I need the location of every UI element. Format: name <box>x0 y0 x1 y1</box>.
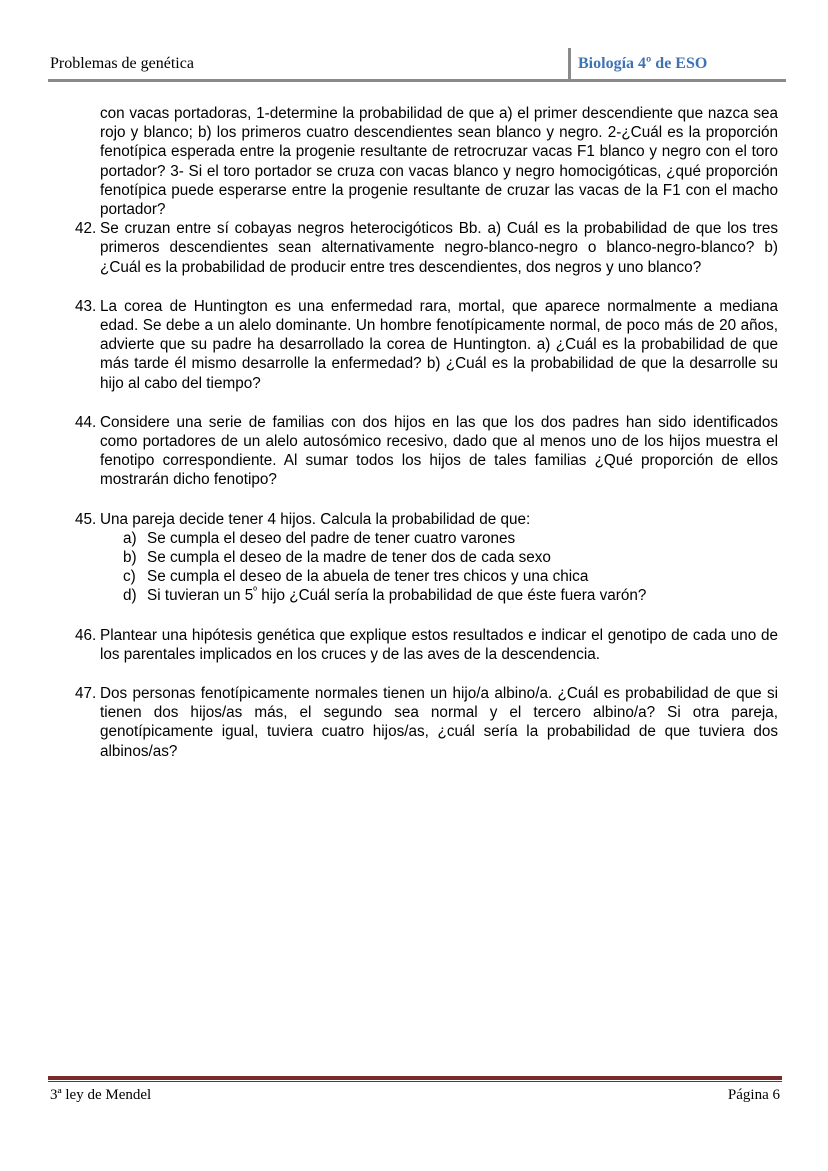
problem-text: Una pareja decide tener 4 hijos. Calcula la probabilidad de que: <box>100 510 531 528</box>
subitem-a <box>123 529 778 548</box>
subitem-b <box>123 548 778 567</box>
page-header <box>48 46 788 82</box>
subitem-letter: d) <box>123 587 137 605</box>
problem-text: Se cruzan entre sí cobayas negros heterocigóticos Bb. a) Cuál es la probabilidad de que los tres primeros descendientes sean alternativamente negro-blanco-negro o blanco-negro-blanco? b) ¿Cuál es la probabilidad de producir entre tres descendientes, dos negros y uno blanco? <box>100 220 778 276</box>
problem-42 <box>75 219 778 277</box>
problem-text: La corea de Huntington es una enfermedad rara, mortal, que aparece normalmente a mediana edad. Se debe a un alelo dominante. Un hombre fenotípicamente normal, de poco más de 20 años, advierte que su padre ha desarrollado la corea de Huntington. a) ¿Cuál es la probabilidad de que más tarde él mismo desarrolle la enfermedad? b) ¿Cuál es la probabilidad de que la desarrolle su hijo al cabo del tiempo? <box>100 297 778 392</box>
problem-45 <box>75 510 778 529</box>
header-divider <box>568 48 571 80</box>
page-number: Página 6 <box>727 1087 780 1103</box>
problem-43 <box>75 297 778 393</box>
subitem-text: Se cumpla el deseo del padre de tener cuatro varones <box>147 529 516 547</box>
ordinal-superscript: º <box>253 586 257 598</box>
subitem-text: Se cumpla el deseo de la madre de tener dos de cada sexo <box>147 549 551 567</box>
header-rule <box>48 79 786 82</box>
problem-number: 43. <box>75 297 97 315</box>
problem-number: 45. <box>75 510 97 528</box>
problem-47 <box>75 684 778 761</box>
problem-number: 47. <box>75 685 97 703</box>
problem-number: 44. <box>75 413 97 431</box>
page-content <box>75 104 778 761</box>
header-course: Biología 4º de ESO <box>578 55 708 72</box>
footer-topic: 3ª ley de Mendel <box>50 1087 152 1103</box>
subitem-letter: c) <box>123 568 136 586</box>
subitem-text: Se cumpla el deseo de la abuela de tener tres chicos y una chica <box>147 568 589 586</box>
problem-text: Dos personas fenotípicamente normales tienen un hijo/a albino/a. ¿Cuál es probabilidad de que si tienen dos hijos/as más, el segundo sea normal y el tercero albino/a? Si otra pareja, genotípicamente igual, tuviera cuatro hijos/as, ¿cuál sería la probabilidad de que tuviera dos albinos/as? <box>100 685 778 760</box>
problem-45-subitems <box>75 529 778 606</box>
header-subject: Problemas de genética <box>50 55 194 72</box>
page-footer <box>48 1076 788 1116</box>
subitem-letter: a) <box>123 529 137 547</box>
problem-46 <box>75 626 778 664</box>
footer-rule-thin <box>48 1081 782 1082</box>
problem-text: Plantear una hipótesis genética que explique estos resultados e indicar el genotipo de cada uno de los parentales implicados en los cruces y de las aves de la descendencia. <box>100 626 778 663</box>
problem-number: 42. <box>75 220 97 238</box>
subitem-c <box>123 567 778 586</box>
subitem-letter: b) <box>123 549 137 567</box>
continuation-paragraph: con vacas portadoras, 1-determine la probabilidad de que a) el primer descendiente que nazca sea rojo y blanco; b) los primeros cuatro descendientes sean blanco y negro. 2-¿Cuál es la proporción fenotípica esperada entre la progenie resultante de retrocruzar vacas F1 blanco y negro con el toro portador? 3- Si el toro portador se cruza con vacas blanco y negro homocigóticas, ¿qué proporción fenotípica puede esperarse entre la progenie resultante de cruzar las vacas de la F1 con el macho portador? <box>100 105 778 219</box>
footer-rule <box>48 1076 782 1080</box>
subitem-text-end: hijo ¿Cuál sería la probabilidad de que éste fuera varón? <box>256 587 647 605</box>
subitem-text-start: Si tuvieran un 5 <box>147 587 254 605</box>
problem-number: 46. <box>75 626 97 644</box>
problem-44 <box>75 413 778 490</box>
subitem-d <box>123 586 778 605</box>
problem-text: Considere una serie de familias con dos hijos en las que los dos padres han sido identificados como portadores de un alelo autosómico recesivo, dado que al menos uno de los hijos muestra el fenotipo correspondiente. Al sumar todos los hijos de tales familias ¿Qué proporción de ellos mostrarán dicho fenotipo? <box>100 413 778 489</box>
